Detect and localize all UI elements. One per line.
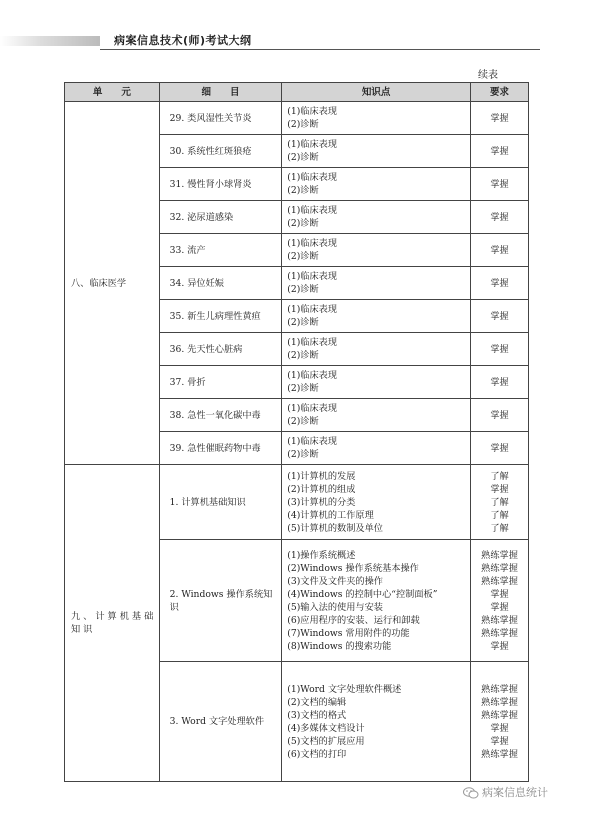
requirement-item: 了解: [490, 496, 509, 508]
syllabus-table: [64, 82, 529, 782]
header-decoration-bar: [0, 36, 100, 46]
unit-cell: 九、计算机基础知识: [65, 465, 160, 782]
requirement-item: 掌握: [490, 442, 509, 454]
point-item: (1)临床表现: [287, 403, 338, 414]
point-item: (2)诊断: [287, 317, 319, 328]
requirement-item: 熟练掌握: [481, 748, 518, 760]
requirement-item: 掌握: [490, 722, 509, 734]
points-cell: [282, 102, 471, 135]
requirement-cell: [471, 366, 529, 399]
requirement-item: 熟练掌握: [481, 562, 518, 574]
point-item: (1)临床表现: [287, 436, 338, 447]
point-item: (2)诊断: [287, 383, 319, 394]
subject-cell: 30. 系统性红斑狼疮: [159, 135, 282, 168]
points-cell: [282, 399, 471, 432]
requirement-item: 掌握: [490, 277, 509, 289]
requirement-cell: [471, 267, 529, 300]
requirement-item: 掌握: [490, 145, 509, 157]
requirement-item: 掌握: [490, 409, 509, 421]
points-cell: [282, 234, 471, 267]
point-item: (1)临床表现: [287, 337, 338, 348]
point-item: (2)Windows 操作系统基本操作: [287, 562, 419, 574]
subject-cell: 31. 慢性肾小球肾炎: [159, 168, 282, 201]
unit-cell: 八、临床医学: [65, 102, 160, 465]
point-item: (1)Word 文字处理软件概述: [287, 683, 402, 695]
point-item: (1)计算机的发展: [287, 470, 356, 482]
subject-cell: 38. 急性一氧化碳中毒: [159, 399, 282, 432]
requirement-item: 了解: [490, 522, 509, 534]
requirement-item: 掌握: [490, 211, 509, 223]
points-cell: [282, 540, 471, 662]
header-requirement: 要求: [471, 83, 529, 102]
requirement-cell: [471, 540, 529, 662]
subject-cell: 29. 类风湿性关节炎: [159, 102, 282, 135]
point-item: (2)诊断: [287, 449, 319, 460]
point-item: (1)临床表现: [287, 271, 338, 282]
requirement-item: 熟练掌握: [481, 549, 518, 561]
table-row: [65, 465, 529, 540]
requirement-item: 掌握: [490, 178, 509, 190]
requirement-item: 熟练掌握: [481, 683, 518, 695]
point-item: (3)计算机的分类: [287, 496, 356, 508]
requirement-item: 掌握: [490, 376, 509, 388]
requirement-item: 掌握: [490, 343, 509, 355]
subject-cell: 32. 泌尿道感染: [159, 201, 282, 234]
point-item: (1)临床表现: [287, 205, 338, 216]
requirement-cell: [471, 168, 529, 201]
point-item: (1)临床表现: [287, 172, 338, 183]
points-cell: [282, 300, 471, 333]
point-item: (1)临床表现: [287, 370, 338, 381]
watermark: [463, 784, 548, 800]
point-item: (5)输入法的使用与安装: [287, 601, 383, 613]
requirement-item: 掌握: [490, 588, 509, 600]
subject-cell: 35. 新生儿病理性黄疸: [159, 300, 282, 333]
requirement-item: 熟练掌握: [481, 614, 518, 626]
subject-cell: 37. 骨折: [159, 366, 282, 399]
point-item: (1)临床表现: [287, 139, 338, 150]
point-item: (1)临床表现: [287, 106, 338, 117]
requirement-item: 掌握: [490, 601, 509, 613]
point-item: (8)Windows 的搜索功能: [287, 640, 392, 652]
points-cell: [282, 135, 471, 168]
points-cell: [282, 366, 471, 399]
requirement-cell: [471, 465, 529, 540]
table-row: [65, 102, 529, 135]
page-title: 病案信息技术(师)考试大纲: [114, 34, 252, 47]
point-item: (2)诊断: [287, 185, 319, 196]
subject-cell: 2. Windows 操作系统知识: [159, 540, 282, 662]
point-item: (2)文档的编辑: [287, 696, 347, 708]
point-item: (1)操作系统概述: [287, 549, 356, 561]
requirement-cell: [471, 135, 529, 168]
subject-cell: 3. Word 文字处理软件: [159, 662, 282, 782]
point-item: (6)文档的打印: [287, 748, 347, 760]
point-item: (7)Windows 常用附件的功能: [287, 627, 410, 639]
subject-cell: 39. 急性催眠药物中毒: [159, 432, 282, 465]
point-item: (6)应用程序的安装、运行和卸载: [287, 614, 420, 626]
requirement-cell: [471, 432, 529, 465]
point-item: (1)临床表现: [287, 304, 338, 315]
requirement-item: 掌握: [490, 112, 509, 124]
header-rule: [100, 49, 540, 50]
subject-cell: 36. 先天性心脏病: [159, 333, 282, 366]
point-item: (2)诊断: [287, 119, 319, 130]
requirement-cell: [471, 234, 529, 267]
points-cell: [282, 267, 471, 300]
continued-label: 续表: [478, 70, 498, 81]
requirement-item: 掌握: [490, 735, 509, 747]
wechat-icon: [463, 787, 479, 799]
point-item: (3)文档的格式: [287, 709, 347, 721]
requirement-item: 熟练掌握: [481, 627, 518, 639]
point-item: (4)多媒体文档设计: [287, 722, 365, 734]
requirement-item: 掌握: [490, 483, 509, 495]
point-item: (4)Windows 的控制中心“控制面板”: [287, 588, 438, 600]
points-cell: [282, 168, 471, 201]
watermark-text: 病案信息统计: [482, 786, 548, 799]
requirement-cell: [471, 662, 529, 782]
point-item: (2)诊断: [287, 251, 319, 262]
requirement-item: 熟练掌握: [481, 575, 518, 587]
points-cell: [282, 201, 471, 234]
point-item: (2)计算机的组成: [287, 483, 356, 495]
page-header: [0, 0, 600, 60]
requirement-cell: [471, 201, 529, 234]
points-cell: [282, 662, 471, 782]
requirement-item: 了解: [490, 509, 509, 521]
requirement-cell: [471, 399, 529, 432]
requirement-item: 掌握: [490, 310, 509, 322]
requirement-cell: [471, 300, 529, 333]
table-header-row: [65, 83, 529, 102]
header-unit: 单 元: [65, 83, 160, 102]
requirement-cell: [471, 102, 529, 135]
point-item: (2)诊断: [287, 350, 319, 361]
table-body: [65, 102, 529, 782]
requirement-item: 熟练掌握: [481, 696, 518, 708]
header-points: 知识点: [282, 83, 471, 102]
requirement-cell: [471, 333, 529, 366]
point-item: (2)诊断: [287, 416, 319, 427]
requirement-item: 掌握: [490, 640, 509, 652]
point-item: (3)文件及文件夹的操作: [287, 575, 383, 587]
points-cell: [282, 333, 471, 366]
point-item: (2)诊断: [287, 152, 319, 163]
header-subject: 细 目: [159, 83, 282, 102]
point-item: (5)计算机的数制及单位: [287, 522, 383, 534]
point-item: (5)文档的扩展应用: [287, 735, 365, 747]
points-cell: [282, 465, 471, 540]
point-item: (4)计算机的工作原理: [287, 509, 374, 521]
points-cell: [282, 432, 471, 465]
subject-cell: 33. 流产: [159, 234, 282, 267]
requirement-item: 掌握: [490, 244, 509, 256]
point-item: (2)诊断: [287, 284, 319, 295]
requirement-item: 熟练掌握: [481, 709, 518, 721]
point-item: (1)临床表现: [287, 238, 338, 249]
requirement-item: 了解: [490, 470, 509, 482]
point-item: (2)诊断: [287, 218, 319, 229]
subject-cell: 1. 计算机基础知识: [159, 465, 282, 540]
subject-cell: 34. 异位妊娠: [159, 267, 282, 300]
